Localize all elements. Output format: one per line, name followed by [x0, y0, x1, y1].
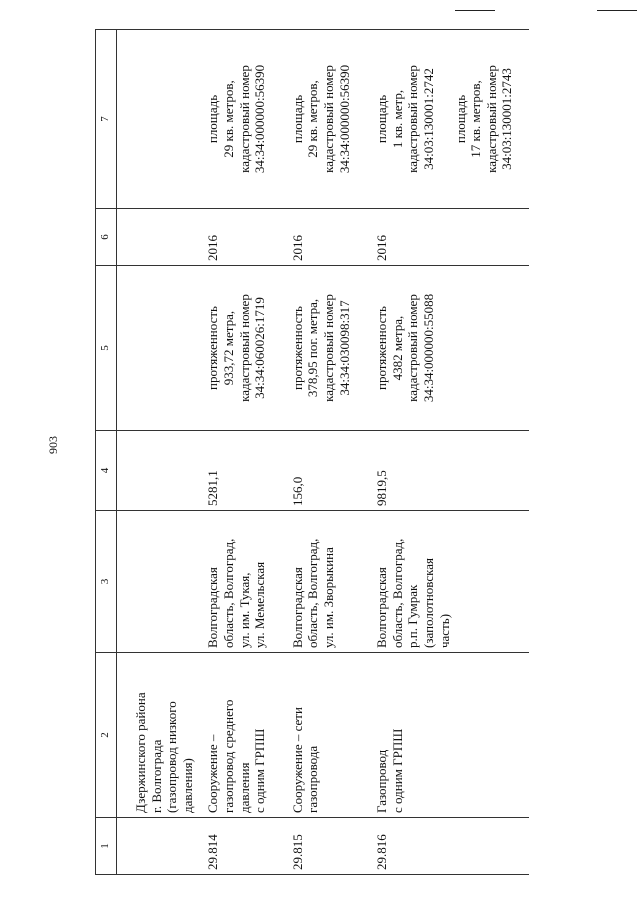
cell-line: (газопровод низкого [164, 701, 180, 813]
cell-line: 17 кв. метров, [468, 80, 484, 158]
land-plot-cell [366, 30, 529, 209]
cell-line: кадастровый номер [405, 65, 421, 173]
cell-line: ул. им. Тукая, [236, 572, 252, 648]
address-cell [366, 511, 529, 653]
object-name-cell [197, 653, 281, 818]
land-plot-cell [282, 30, 366, 209]
cell-line: 34:03:130001:2743 [499, 68, 515, 170]
continuation-row [117, 30, 198, 875]
object-name-cell [366, 653, 529, 818]
cell-line: газопровода [305, 745, 321, 813]
cell-year: 2016 [205, 235, 221, 261]
address-cell [282, 511, 366, 653]
registry-table [95, 29, 529, 875]
cell-line: протяженность [289, 306, 305, 390]
cell-line: с одним ГРПШ [252, 728, 268, 813]
value-cell [366, 431, 529, 511]
cell-line: площадь [374, 94, 390, 144]
object-name-cell [282, 653, 366, 818]
cell-line: 378,95 пог. метра, [305, 298, 321, 398]
row-id: 29.815 [289, 834, 305, 870]
column-number: 7 [96, 30, 117, 209]
address-cell [197, 511, 281, 653]
row-id-cell [366, 818, 529, 875]
cell-line: р.п. Гумрак [405, 584, 421, 648]
description-cell [366, 266, 529, 431]
cell-line: 933,72 метра, [220, 310, 236, 386]
column-number: 3 [96, 511, 117, 653]
value-cell [197, 431, 281, 511]
cell-line: 4382 метра, [389, 315, 405, 381]
row-id-cell [197, 818, 281, 875]
cell-line: кадастровый номер [236, 294, 252, 402]
table-row [197, 30, 281, 875]
cell-line: площадь [452, 94, 468, 144]
cell-line: область, Волгоград, [220, 538, 236, 648]
cell-line: область, Волгоград, [389, 538, 405, 648]
cell-line: 34:34:060026:1719 [252, 297, 268, 399]
row-id-cell [282, 818, 366, 875]
cell-line: Сооружение – сети [289, 707, 305, 813]
page-number: 903 [45, 436, 60, 454]
column-number-row [96, 30, 117, 875]
cell-line: Волгоградская [374, 567, 390, 648]
column-number: 2 [96, 653, 117, 818]
cell-value: 156,0 [289, 476, 305, 506]
cell-line: Дзержинского района [133, 692, 148, 813]
cell-line: 29 кв. метров, [305, 80, 321, 158]
cell-line: давления [236, 762, 252, 813]
cell-line: протяженность [374, 306, 390, 390]
row-id: 29.814 [205, 834, 221, 870]
cell-line: Сооружение – [205, 734, 221, 813]
year-cell [282, 209, 366, 266]
cell-line: 34:03:130001:2742 [420, 68, 436, 170]
column-number: 5 [96, 266, 117, 431]
cell-line: 29 кв. метров, [220, 80, 236, 158]
column-number: 4 [96, 431, 117, 511]
cell-line: газопровод среднего [220, 699, 236, 813]
cell-value: 5281,1 [205, 470, 221, 506]
cell-line: область, Волгоград, [305, 538, 321, 648]
column-number: 1 [96, 818, 117, 875]
table-row [282, 30, 366, 875]
cell-line: Волгоградская [205, 567, 221, 648]
year-cell [197, 209, 281, 266]
cell-line: 34:34:030098:317 [336, 300, 352, 396]
cell-line: кадастровый номер [320, 65, 336, 173]
cell-line: площадь [205, 94, 221, 144]
cell-line: кадастровый номер [320, 294, 336, 402]
cell-value: 9819,5 [374, 470, 390, 506]
cell-line: кадастровый номер [405, 294, 421, 402]
cell-line: Газопровод [374, 749, 390, 813]
cell-line: площадь [289, 94, 305, 144]
cell-line: кадастровый номер [236, 65, 252, 173]
cell-line: протяженность [205, 306, 221, 390]
cell-line: кадастровый номер [483, 65, 499, 173]
column-number: 6 [96, 209, 117, 266]
cell-line: 34:34:000000:56390 [336, 64, 352, 174]
row-id: 29.816 [374, 834, 390, 870]
cell-year: 2016 [289, 235, 305, 261]
cell-line: 34:34:000000:55088 [420, 293, 436, 403]
scan-edge-mark [455, 10, 495, 11]
description-cell [197, 266, 281, 431]
description-cell [282, 266, 366, 431]
cell-line: давления) [179, 758, 195, 813]
scan-edge-mark [597, 10, 637, 11]
cell-line: ул. им. Зворыкина [320, 547, 336, 648]
land-plot-cell [197, 30, 281, 209]
cell-line: с одним ГРПШ [389, 728, 405, 813]
cell-line: Волгоградская [289, 567, 305, 648]
cell-line: г. Волгограда [148, 739, 164, 813]
continuation-name-cell [117, 653, 198, 818]
cell-line: часть) [436, 613, 452, 648]
table-row [366, 30, 529, 875]
rotated-document-table [95, 30, 555, 875]
cell-year: 2016 [374, 235, 390, 261]
cell-line: 34:34:000000:56390 [252, 64, 268, 174]
cell-line: ул. Мемельская [252, 561, 268, 648]
cell-line: (заполотновская [420, 557, 436, 648]
year-cell [366, 209, 529, 266]
value-cell [282, 431, 366, 511]
cell-line: 1 кв. метр, [389, 89, 405, 149]
